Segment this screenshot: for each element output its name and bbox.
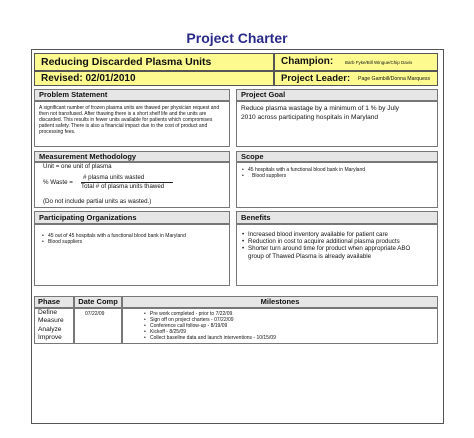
milestone-item: • Sign off on project charters - 07/22/09 — [143, 317, 433, 323]
waste-label: % Waste = — [43, 179, 73, 186]
scope-item: • 45 hospitals with a functional blood bank in Maryland — [241, 167, 431, 173]
scope-item: • Blood suppliers — [241, 173, 431, 179]
milestone-item: • Pre work completed - prior to 7/22/09 — [143, 311, 433, 317]
problem-text: A significant number of frozen plasma units are thawed per physician request and then not transfused. After thawing there is a short shelf life and the units are discarded. This results in fewer units available for patients which compromises patient safety. There is also a financial impact due to the cost of product and processing fees. — [39, 105, 220, 135]
project-name: Reducing Discarded Plasma Units — [41, 56, 212, 68]
scope-box — [236, 162, 438, 208]
date-heading: Date Comp — [74, 296, 122, 308]
date-value: 07/22/09 — [85, 311, 105, 317]
phase-item: Improve — [38, 334, 62, 342]
milestone-item: • Collect baseline data and launch interventions - 10/15/09 — [143, 335, 433, 341]
champion-label: Champion: — [281, 56, 334, 67]
goal-heading: Project Goal — [236, 89, 438, 101]
problem-box — [34, 101, 230, 147]
leader-value: Page Gambill/Donna Marquess — [358, 76, 431, 82]
goal-box — [236, 101, 438, 147]
measurement-box — [34, 162, 230, 208]
benefit-item: • Shorter turn around time for product when appropriate ABO group of Thawed Plasma is already available — [241, 245, 427, 259]
goal-text: Reduce plasma wastage by a minimum of 1 % by July 2010 across participating hospitals in Maryland — [241, 105, 399, 121]
benefits-heading: Benefits — [236, 211, 438, 224]
problem-heading: Problem Statement — [34, 89, 230, 101]
page-title: Project Charter — [186, 30, 288, 46]
orgs-heading: Participating Organizations — [34, 211, 230, 224]
phase-item: Define — [38, 309, 58, 316]
phase-item: Measure — [38, 317, 64, 325]
revised-date: Revised: 02/01/2010 — [41, 73, 136, 84]
phase-heading: Phase — [34, 296, 74, 308]
leader-label: Project Leader: — [281, 73, 351, 84]
milestone-item: • Kickoff - 8/25/09 — [143, 329, 433, 335]
benefit-item: • Reduction in cost to acquire additional plasma products — [241, 238, 427, 245]
champion-cell — [274, 53, 438, 71]
orgs-item: • Blood suppliers — [41, 239, 221, 245]
milestone-item: • Conference call follow-up - 8/19/09 — [143, 323, 433, 329]
revised-cell — [34, 71, 274, 86]
project-name-cell — [34, 53, 274, 71]
waste-denominator: Total # of plasma units thawed — [81, 183, 165, 190]
scope-heading: Scope — [236, 151, 438, 162]
measurement-unit: Unit = one unit of plasma — [43, 163, 112, 170]
measurement-heading: Measurement Methodology — [34, 151, 230, 162]
date-box — [74, 308, 122, 344]
milestones-heading: Milestones — [122, 296, 438, 308]
phase-box — [34, 308, 74, 344]
orgs-box — [34, 224, 230, 286]
benefits-box — [236, 224, 438, 286]
leader-cell — [274, 71, 438, 86]
benefit-item: • Increased blood inventory available for patient care — [241, 231, 427, 238]
orgs-item: • 45 out of 45 hospitals with a functional blood bank in Maryland — [41, 233, 221, 239]
phase-item: Analyze — [38, 325, 62, 333]
waste-numerator: # plasma units wasted — [83, 174, 145, 181]
measurement-note: (Do not include partial units as wasted.) — [43, 198, 152, 205]
champion-value: Barb Fyke/Bill Wingue/Chip Davis — [345, 60, 413, 65]
milestones-box — [122, 308, 438, 344]
